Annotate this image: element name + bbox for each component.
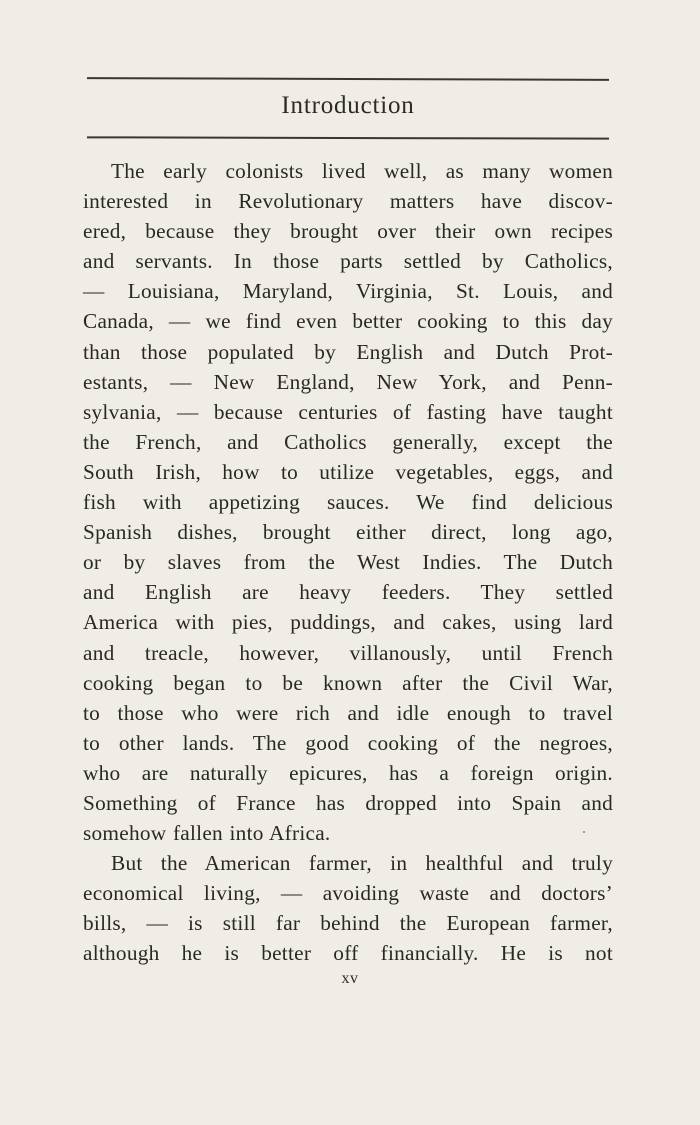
- text-line: Something of France has dropped into Spain and: [83, 790, 613, 815]
- text-line: the French, and Catholics generally, except the: [83, 429, 613, 454]
- text-line: to those who were rich and idle enough to travel: [83, 700, 613, 725]
- text-line: sylvania, — because centuries of fasting have taught: [83, 399, 613, 424]
- text-line: and servants. In those parts settled by Catholics,: [83, 249, 613, 274]
- text-line: or by slaves from the West Indies. The Dutch: [83, 550, 613, 575]
- text-line: estants, — New England, New York, and Penn-: [83, 369, 613, 394]
- text-line: fish with appetizing sauces. We find delicious: [83, 490, 613, 515]
- text-line: cooking began to be known after the Civil War,: [83, 670, 613, 695]
- text-line: But the American farmer, in healthful and truly: [111, 851, 613, 876]
- text-line: South Irish, how to utilize vegetables, eggs, and: [83, 459, 613, 484]
- text-line: and treacle, however, villanously, until French: [83, 640, 613, 665]
- text-line: interested in Revolutionary matters have discov-: [83, 189, 613, 214]
- text-line: than those populated by English and Dutch Prot-: [83, 339, 613, 364]
- text-line: to other lands. The good cooking of the negroes,: [83, 730, 613, 755]
- text-line: ered, because they brought over their own recipes: [83, 219, 613, 244]
- text-line: economical living, — avoiding waste and doctors’: [83, 881, 613, 906]
- text-line: bills, — is still far behind the European farmer,: [83, 911, 613, 936]
- text-line: who are naturally epicures, has a foreign origin.: [83, 760, 613, 785]
- text-line: somehow fallen into Africa.: [83, 821, 331, 846]
- body-text: [83, 156, 613, 969]
- text-line: Spanish dishes, brought either direct, long ago,: [83, 520, 613, 545]
- running-head: Introduction: [281, 92, 415, 119]
- header-rule-top: [87, 77, 609, 81]
- text-line: and English are heavy feeders. They settled: [83, 580, 613, 605]
- page-number: xv: [341, 970, 359, 987]
- text-line: The early colonists lived well, as many women: [111, 159, 613, 183]
- text-line: America with pies, puddings, and cakes, using lard: [83, 610, 613, 635]
- text-line: — Louisiana, Maryland, Virginia, St. Louis, and: [83, 279, 613, 304]
- header-rule-bottom: [87, 136, 609, 139]
- text-line: Canada, — we find even better cooking to this day: [83, 309, 613, 334]
- text-line: although he is better off financially. He is not: [83, 941, 613, 966]
- paper-speck: [583, 831, 585, 833]
